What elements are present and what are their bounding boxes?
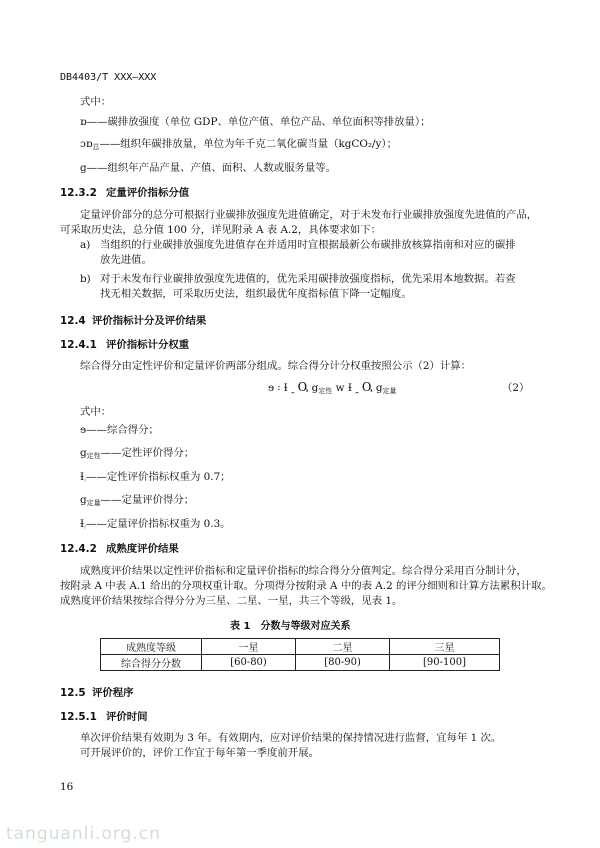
- section-number: 12.4: [60, 315, 86, 327]
- symbol: g: [80, 447, 87, 459]
- table-cell: [80-90): [296, 655, 390, 671]
- symbol: ɔɒ: [80, 138, 93, 150]
- section-heading-12-4: [60, 312, 206, 327]
- list-item-line: 对于未发布行业碳排放强度先进值的，优先采用碳排放强度指标，优先采用本地数据。若查: [100, 273, 516, 285]
- symbol-subscript: ꞉: [84, 476, 87, 484]
- symbol-subscript: ꞉: [84, 523, 87, 531]
- list-marker: a): [80, 239, 91, 251]
- symbol-subscript: 定性: [86, 452, 101, 460]
- section-number: 12.3.2: [60, 187, 97, 199]
- definition-text: ——定量评价指标权重为 0.3。: [86, 518, 231, 530]
- symbol: g: [80, 494, 87, 506]
- where-label: 式中：: [80, 406, 112, 418]
- paragraph-line: 可采取历史法，总分值 100 分，详见附录 A 表 A.2，具体要求如下：: [60, 224, 382, 236]
- section-title: 定量评价指标分值: [106, 187, 190, 199]
- paragraph-line: 定量评价部分的总分可根据行业碳排放强度先进值确定，对于未发布行业碳排放强度先进值的产品，: [80, 209, 538, 221]
- definition-text: ——综合得分；: [86, 424, 159, 436]
- formula-part: w Ɨ ꞈ Ⴓ g: [332, 382, 383, 394]
- symbol-subscript: 定量: [86, 499, 101, 507]
- symbol: ɒ: [80, 116, 87, 128]
- list-item-line: 当组织的行业碳排放强度先进值存在并适用时宜根据最新公布碳排放核算指南和对应的碳排: [100, 239, 516, 251]
- section-title: 成熟度评价结果: [106, 543, 179, 555]
- section-number: 12.5: [60, 687, 86, 699]
- table-cell: [60-80): [202, 655, 296, 671]
- symbol: Ɨ: [80, 518, 85, 530]
- definition-text: ——定量评价得分；: [100, 494, 195, 506]
- grade-table: [100, 638, 500, 671]
- paragraph-line: 单次评价结果有效期为 3 年。有效期内，应对评价结果的保持情况进行监督，宜每年 1 次。: [80, 732, 502, 744]
- definition-text: ——组织年产品产量、产值、面积、人数或服务量等。: [86, 162, 337, 174]
- where-label: 式中：: [80, 96, 112, 108]
- definition-item: [80, 423, 159, 437]
- list-item: [80, 272, 540, 302]
- section-heading-12-4-2: [60, 540, 179, 555]
- symbol: ɘ: [80, 424, 87, 436]
- section-title: 评价指标计分权重: [106, 339, 190, 351]
- definition-text: ——组织年碳排放量，单位为年千克二氧化碳当量（kgCO₂/y）；: [99, 138, 398, 150]
- definition-item: [80, 470, 231, 487]
- paragraph-line: 按附录 A 中表 A.1 给出的分项权重计取。分项得分按附录 A 中的表 A.2 的评分细则和计算方法累积计取。: [60, 580, 552, 592]
- definition-text: ——碳排放强度（单位 GDP、单位产值、单位产品、单位面积等排放量）；: [86, 116, 431, 128]
- section-title: 评价程序: [92, 687, 134, 699]
- section-number: 12.5.1: [60, 711, 97, 723]
- list-marker: b): [80, 273, 91, 285]
- page-number: 16: [60, 781, 74, 793]
- section-heading-12-5: [60, 684, 134, 699]
- table-cell: 成熟度等级: [101, 639, 202, 655]
- definition-text: ——定性评价得分；: [100, 447, 195, 459]
- table-caption: 表 1 分数与等级对应关系: [230, 621, 351, 632]
- table-cell: 三星: [390, 639, 500, 655]
- definition-item: [80, 161, 336, 175]
- paragraph-line: 成熟度评价结果按综合得分分为三星、二星、一星，共三个等级，见表 1。: [60, 595, 403, 607]
- definition-text: ——定性评价指标权重为 0.7；: [86, 471, 231, 483]
- table-row: [101, 639, 500, 655]
- formula: [268, 381, 397, 398]
- list-item: [80, 238, 540, 268]
- section-heading-12-5-1: [60, 708, 148, 723]
- paragraph-line: 可开展评价的，评价工作宜于每年第一季度前开展。: [80, 747, 319, 759]
- definition-item: [80, 517, 231, 534]
- paragraph-line: 成熟度评价结果以定性评价指标和定量评价指标的综合得分分值判定。综合得分采用百分制计分，: [80, 565, 527, 577]
- list-item-line: 找无相关数据，可采取历史法，组织最优年度指标值下降一定幅度。: [100, 288, 412, 300]
- table-cell: 二星: [296, 639, 390, 655]
- section-number: 12.4.2: [60, 543, 97, 555]
- section-title: 评价指标计分及评价结果: [92, 315, 207, 327]
- watermark: tanguanli.org.cn: [6, 824, 161, 844]
- table-cell: 一星: [202, 639, 296, 655]
- formula-part: ɘ ꞉ Ɨ ꞈ Ⴓ g: [268, 382, 319, 394]
- list-item-line: 放先进值。: [100, 254, 152, 266]
- definition-item: [80, 446, 194, 463]
- formula-number: （2）: [502, 382, 530, 394]
- formula-subscript: 定性: [318, 387, 333, 395]
- definition-item: [80, 115, 431, 129]
- table-row: [101, 655, 500, 671]
- doc-code: DB4403/T XXX—XXX: [60, 72, 157, 83]
- section-number: 12.4.1: [60, 339, 97, 351]
- symbol: Ɨ: [80, 471, 85, 483]
- formula-subscript: 定量: [382, 387, 397, 395]
- section-heading-12-3-2: [60, 184, 189, 199]
- definition-item: [80, 493, 194, 510]
- symbol-subscript: 总: [92, 143, 100, 151]
- symbol: g: [80, 162, 87, 174]
- section-heading-12-4-1: [60, 336, 189, 351]
- section-title: 评价时间: [106, 711, 148, 723]
- table-cell: [90-100]: [390, 655, 500, 671]
- table-cell: 综合得分分数: [101, 655, 202, 671]
- definition-item: [80, 137, 397, 154]
- paragraph-line: 综合得分由定性评价和定量评价两部分组成。综合得分计分权重按照公示（2）计算：: [80, 360, 472, 372]
